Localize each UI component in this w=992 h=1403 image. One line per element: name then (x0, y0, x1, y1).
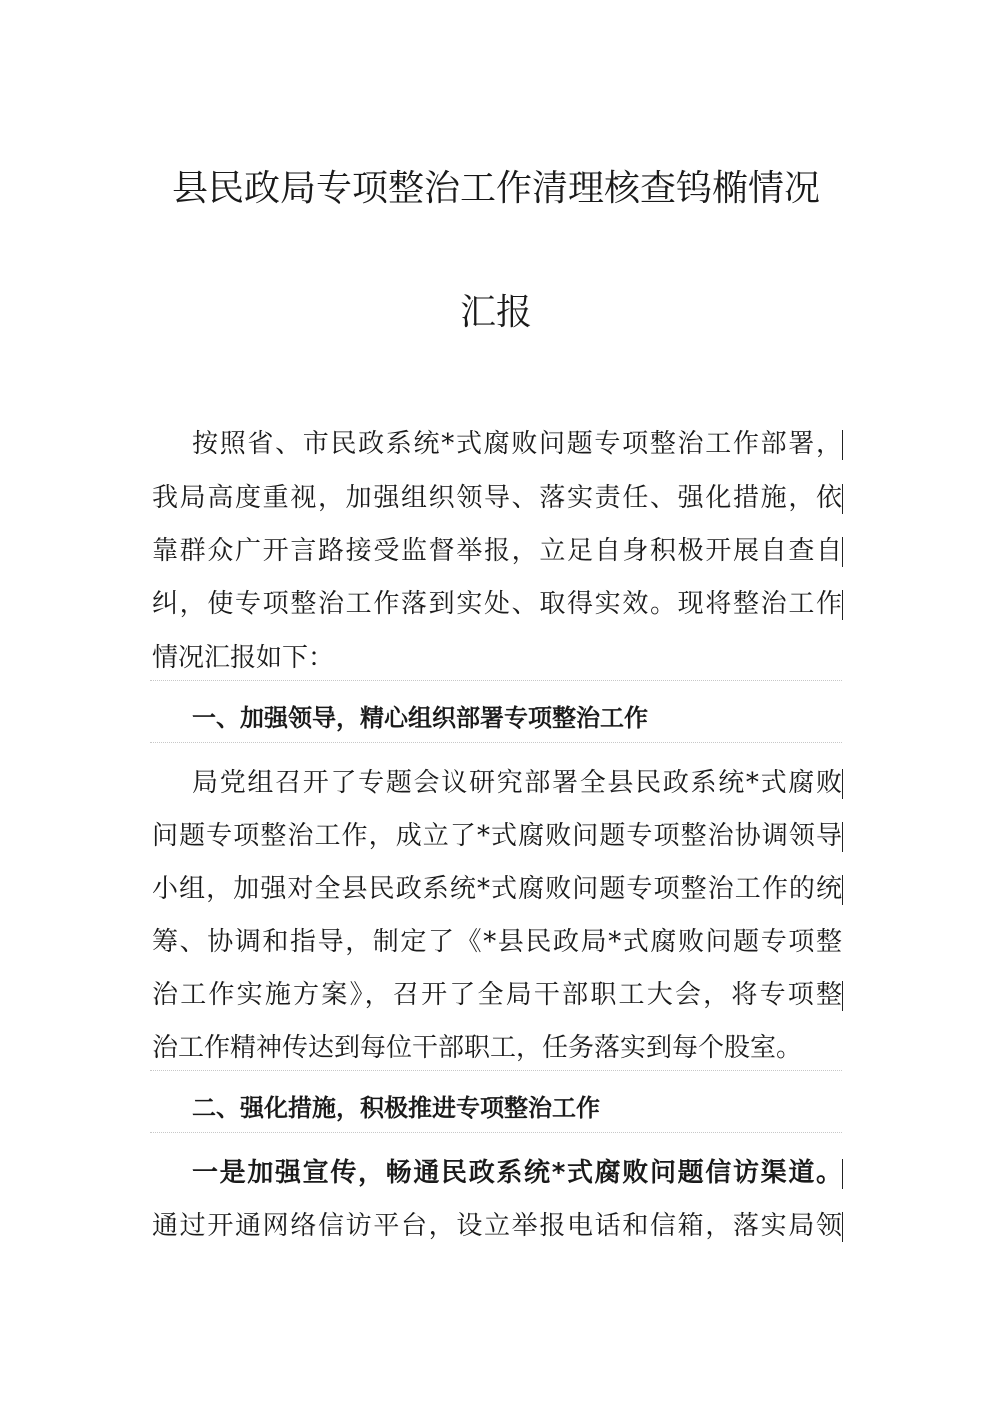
intro-line-4: 纠，使专项整治工作落到实处、取得实效。现将整治工作 (152, 589, 842, 619)
margin-mark (842, 590, 843, 620)
section-2-heading: 二、强化措施，积极推进专项整治工作 (192, 1094, 600, 1122)
document-title-line-1: 县民政局专项整治工作清理核查钨椭情况 (171, 168, 820, 209)
dotted-divider (150, 1132, 842, 1133)
section-1-line-4: 筹、协调和指导，制定了《*县民政局*式腐败问题专项整 (152, 927, 842, 957)
intro-line-5: 情况汇报如下： (152, 643, 335, 673)
section-1-line-2: 问题专项整治工作，成立了*式腐败问题专项整治协调领导 (152, 821, 842, 851)
margin-mark (842, 1212, 843, 1242)
margin-mark (842, 822, 843, 852)
section-2-bold-lead: 一是加强宣传，畅通民政系统*式腐败问题信访渠道。 (192, 1158, 842, 1188)
section-1-line-1: 局党组召开了专题会议研究部署全县民政系统*式腐败 (192, 768, 842, 798)
dotted-divider (150, 742, 842, 743)
section-2-line-1: 通过开通网络信访平台，设立举报电话和信箱，落实局领 (152, 1211, 842, 1241)
margin-mark (842, 769, 843, 799)
margin-mark (842, 981, 843, 1011)
margin-mark (842, 430, 843, 460)
intro-line-2: 我局高度重视，加强组织领导、落实责任、强化措施，依 (152, 483, 842, 513)
intro-line-1: 按照省、市民政系统*式腐败问题专项整治工作部署， (192, 429, 842, 459)
section-1-heading: 一、加强领导，精心组织部署专项整治工作 (192, 704, 648, 732)
intro-line-3: 靠群众广开言路接受监督举报，立足自身积极开展自查自 (152, 536, 842, 566)
margin-mark (842, 875, 843, 905)
document-title-line-2: 汇报 (459, 292, 532, 333)
margin-mark (842, 537, 843, 567)
section-1-line-3: 小组，加强对全县民政系统*式腐败问题专项整治工作的统 (152, 874, 842, 904)
section-1-line-6: 治工作精神传达到每位干部职工，任务落实到每个股室。 (152, 1033, 803, 1063)
section-1-line-5: 治工作实施方案》，召开了全局干部职工大会，将专项整 (152, 980, 842, 1010)
dotted-divider (150, 1070, 842, 1071)
margin-mark (842, 484, 843, 514)
dotted-divider (150, 680, 842, 681)
margin-mark (842, 1159, 843, 1189)
